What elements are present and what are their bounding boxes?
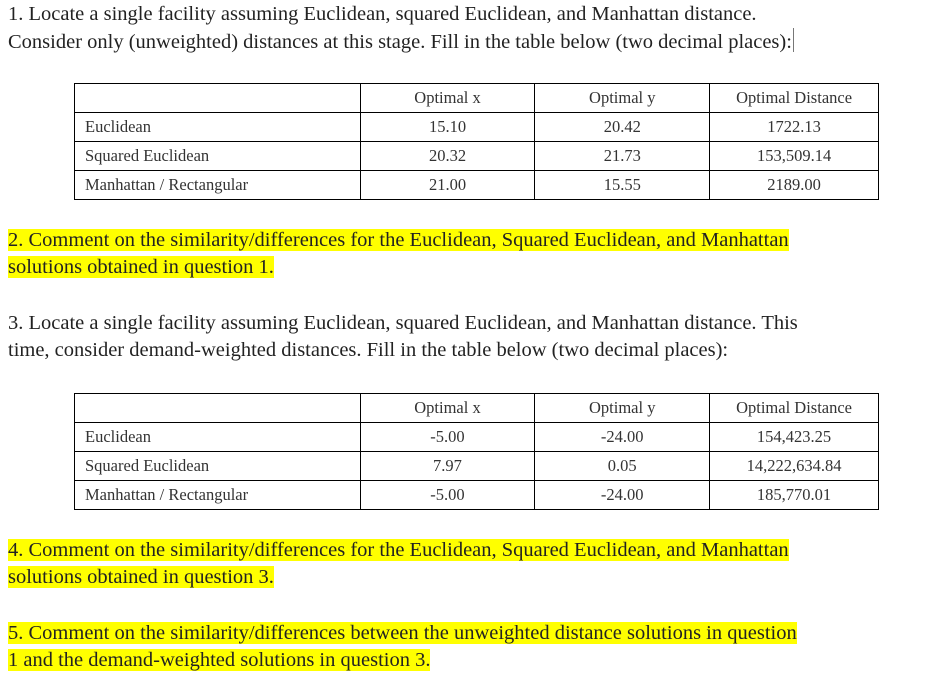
table-row <box>75 142 879 171</box>
table-header-cell[interactable]: Optimal Distance <box>710 394 879 423</box>
table-cell-y[interactable]: 0.05 <box>535 452 710 481</box>
question-1 <box>8 1 944 56</box>
table-cell-label[interactable]: Squared Euclidean <box>75 452 361 481</box>
question-5-line-1: 5. Comment on the similarity/differences between the unweighted distance solutions in question <box>8 622 797 644</box>
table-cell-y[interactable]: -24.00 <box>535 481 710 510</box>
question-3-line-2: time, consider demand-weighted distances. Fill in the table below (two decimal places): <box>8 339 729 361</box>
table-cell-label[interactable]: Manhattan / Rectangular <box>75 481 361 510</box>
table-cell-y[interactable]: 15.55 <box>535 171 710 200</box>
table-header-row <box>75 84 879 113</box>
table-cell-distance[interactable]: 154,423.25 <box>710 423 879 452</box>
question-5-line-2: 1 and the demand-weighted solutions in question 3. <box>8 649 431 671</box>
question-2-line-1: 2. Comment on the similarity/differences for the Euclidean, Squared Euclidean, and Manhattan <box>8 229 789 251</box>
question-2-line-2: solutions obtained in question 1. <box>8 256 274 278</box>
table-header-cell[interactable]: Optimal y <box>535 394 710 423</box>
table-cell-x[interactable]: 20.32 <box>360 142 535 171</box>
table-cell-y[interactable]: 20.42 <box>535 113 710 142</box>
table-row <box>75 171 879 200</box>
question-2 <box>8 227 944 281</box>
table-cell-label[interactable]: Manhattan / Rectangular <box>75 171 361 200</box>
table-header-row <box>75 394 879 423</box>
table-cell-x[interactable]: 21.00 <box>360 171 535 200</box>
table-row <box>75 423 879 452</box>
table-header-cell[interactable] <box>75 84 361 113</box>
table-cell-distance[interactable]: 1722.13 <box>710 113 879 142</box>
table-header-cell[interactable] <box>75 394 361 423</box>
question-4 <box>8 537 944 591</box>
question-4-line-2: solutions obtained in question 3. <box>8 566 274 588</box>
table-cell-distance[interactable]: 2189.00 <box>710 171 879 200</box>
question-3 <box>8 310 944 364</box>
table-cell-x[interactable]: 7.97 <box>360 452 535 481</box>
table-header-cell[interactable]: Optimal x <box>360 84 535 113</box>
question-1-line-1: 1. Locate a single facility assuming Euclidean, squared Euclidean, and Manhattan distance. <box>8 3 757 25</box>
question-4-line-1: 4. Comment on the similarity/differences for the Euclidean, Squared Euclidean, and Manhattan <box>8 539 789 561</box>
table-row <box>75 452 879 481</box>
question-3-line-1: 3. Locate a single facility assuming Euclidean, squared Euclidean, and Manhattan distance. This <box>8 312 798 334</box>
text-cursor <box>793 28 794 52</box>
table-header-cell[interactable]: Optimal y <box>535 84 710 113</box>
table-cell-label[interactable]: Euclidean <box>75 113 361 142</box>
table-cell-distance[interactable]: 185,770.01 <box>710 481 879 510</box>
table-cell-y[interactable]: -24.00 <box>535 423 710 452</box>
table-header-cell[interactable]: Optimal Distance <box>710 84 879 113</box>
table-cell-y[interactable]: 21.73 <box>535 142 710 171</box>
table-cell-label[interactable]: Squared Euclidean <box>75 142 361 171</box>
table-cell-x[interactable]: -5.00 <box>360 481 535 510</box>
table-cell-distance[interactable]: 153,509.14 <box>710 142 879 171</box>
table-cell-distance[interactable]: 14,222,634.84 <box>710 452 879 481</box>
table-row <box>75 113 879 142</box>
question-1-line-2: Consider only (unweighted) distances at this stage. Fill in the table below (two decimal places): <box>8 31 792 53</box>
table-row <box>75 481 879 510</box>
weighted-results-table <box>74 393 879 510</box>
question-5 <box>8 620 944 674</box>
table-header-cell[interactable]: Optimal x <box>360 394 535 423</box>
table-cell-x[interactable]: 15.10 <box>360 113 535 142</box>
table-cell-label[interactable]: Euclidean <box>75 423 361 452</box>
unweighted-results-table <box>74 83 879 200</box>
table-cell-x[interactable]: -5.00 <box>360 423 535 452</box>
